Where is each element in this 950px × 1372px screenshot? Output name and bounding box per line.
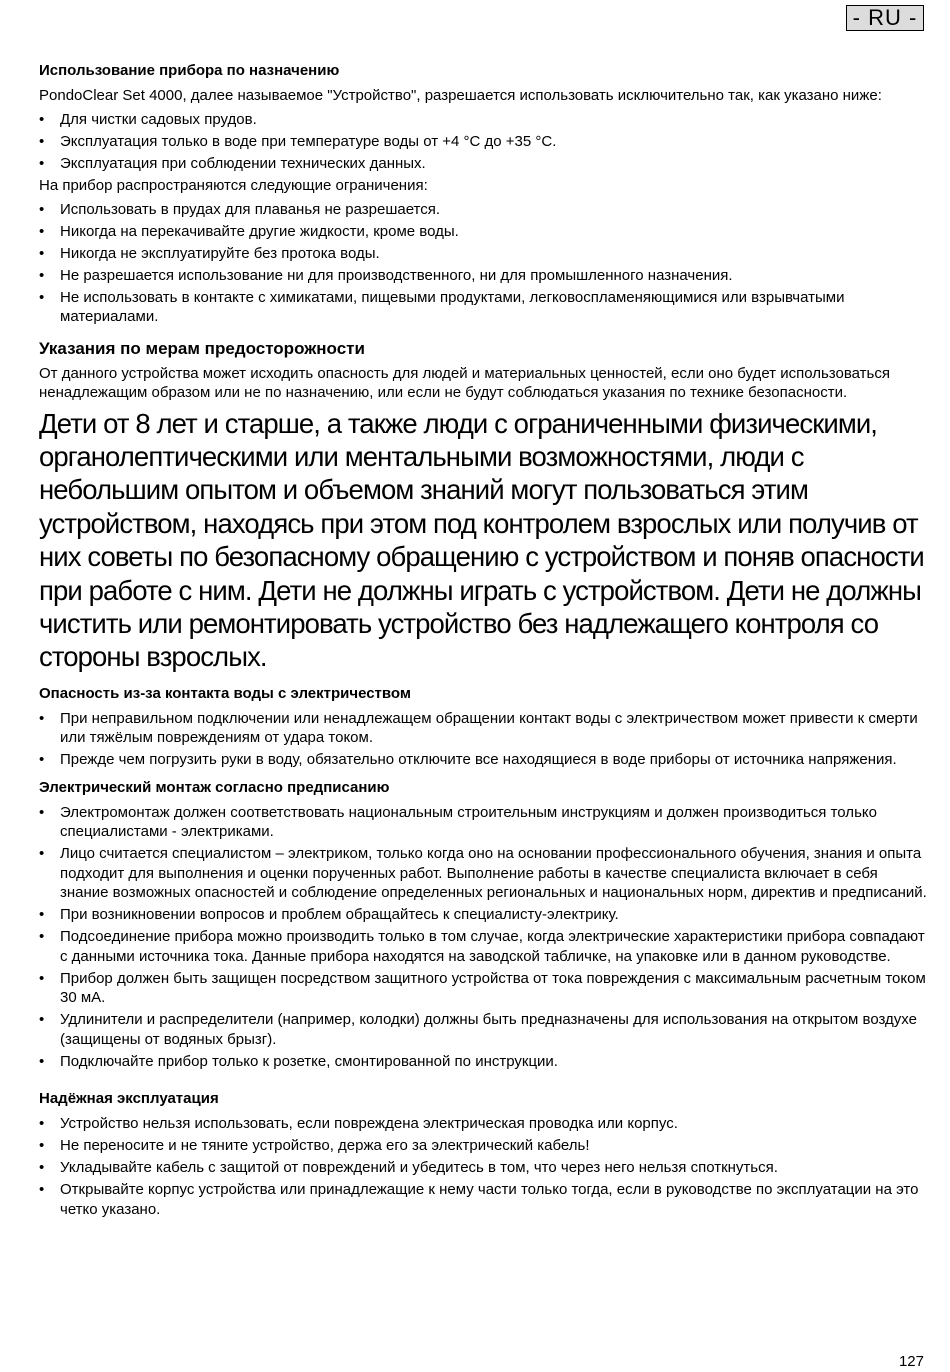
list-item: • Лицо считается специалистом – электриком, только когда оно на основании профессионального обучения, знания и опыта подходит для выполнения и оценки порученных работ. Выполнение работы в качестве специалиста включает в себя знание возможных опасностей и соблюдение определенных региональных и национальных норм, директив и предписаний. (39, 844, 929, 903)
list-item: • Эксплуатация при соблюдении технических данных. (39, 154, 929, 174)
children-warning: Дети от 8 лет и старше, а также люди с ограниченными физическими, органолептическими или ментальными возможностями, люди с небольшим опытом и объемом знаний могут пользоваться этим устройством, находясь при этом под контролем взрослых или получив от них советы по безопасному обращению с устройством и поняв опасности при работе с ним. Дети не должны играть с устройством. Дети не должны чистить или ремонтировать устройство без надлежащего контроля со стороны взрослых. (39, 407, 924, 673)
list-item: • Не использовать в контакте с химикатами, пищевыми продуктами, легковоспламеняющимися или взрывчатыми материалами. (39, 288, 929, 327)
section-title-intended-use: Использование прибора по назначению (39, 62, 340, 79)
intended-use-list (39, 110, 929, 174)
list-item: • Удлинители и распределители (например, колодки) должны быть предназначены для использования на открытом воздухе (защищены от водяных брызг). (39, 1010, 929, 1049)
list-item: • Эксплуатация только в воде при температуре воды от +4 °C до +35 °C. (39, 132, 929, 152)
list-item: • Прежде чем погрузить руки в воду, обязательно отключите все находящиеся в воде приборы от источника напряжения. (39, 750, 929, 770)
section-title-electrical-installation: Электрический монтаж согласно предписанию (39, 778, 390, 796)
list-item: • Электромонтаж должен соответствовать национальным строительным инструкциям и должен производиться только специалистами - электриками. (39, 803, 929, 842)
list-item: • При неправильном подключении или ненадлежащем обращении контакт воды с электричеством может привести к смерти или тяжёлым повреждениям от удара током. (39, 709, 929, 748)
list-item: • Укладывайте кабель с защитой от повреждений и убедитесь в том, что через него нельзя споткнуться. (39, 1158, 929, 1178)
section-title-safety: Указания по мерам предосторожности (39, 338, 365, 358)
list-item: • Для чистки садовых прудов. (39, 110, 929, 130)
section-title-safe-operation: Надёжная эксплуатация (39, 1090, 219, 1108)
list-item: • Прибор должен быть защищен посредством защитного устройства от тока повреждения с максимальным расчетным током 30 мА. (39, 969, 929, 1008)
water-electricity-list (39, 709, 929, 770)
intended-use-intro: PondoClear Set 4000, далее называемое "Устройство", разрешается использовать исключительно так, как указано ниже: (39, 87, 882, 104)
safety-intro: От данного устройства может исходить опасность для людей и материальных ценностей, если оно будет использоваться ненадлежащим образом или не по назначению, или если не будут соблюдаться указания по технике безопасности. (39, 364, 890, 401)
limits-list (39, 200, 929, 327)
safe-operation-list (39, 1114, 929, 1219)
list-item: • Подключайте прибор только к розетке, смонтированной по инструкции. (39, 1052, 929, 1072)
limits-intro: На прибор распространяются следующие ограничения: (39, 177, 428, 194)
list-item: • Использовать в прудах для плаванья не разрешается. (39, 200, 929, 220)
list-item: • Не переносите и не тяните устройство, держа его за электрический кабель! (39, 1136, 929, 1156)
section-title-water-electricity: Опасность из-за контакта воды с электричеством (39, 684, 411, 702)
list-item: • Открывайте корпус устройства или принадлежащие к нему части только тогда, если в руководстве по эксплуатации на это четко указано. (39, 1180, 929, 1219)
list-item: • При возникновении вопросов и проблем обращайтесь к специалисту-электрику. (39, 905, 929, 925)
list-item: • Устройство нельзя использовать, если повреждена электрическая проводка или корпус. (39, 1114, 929, 1134)
list-item: • Никогда не эксплуатируйте без протока воды. (39, 244, 929, 264)
list-item: • Никогда на перекачивайте другие жидкости, кроме воды. (39, 222, 929, 242)
page-number: 127 (898, 1353, 924, 1370)
electrical-installation-list (39, 803, 929, 1072)
page-content (39, 61, 929, 1222)
list-item: • Подсоединение прибора можно производить только в том случае, когда электрические характеристики прибора совпадают с данными источника тока. Данные прибора находятся на заводской табличке, на упаковке или в данном руководстве. (39, 927, 929, 966)
list-item: • Не разрешается использование ни для производственного, ни для промышленного назначения. (39, 266, 929, 286)
language-badge: - RU - (846, 5, 924, 31)
